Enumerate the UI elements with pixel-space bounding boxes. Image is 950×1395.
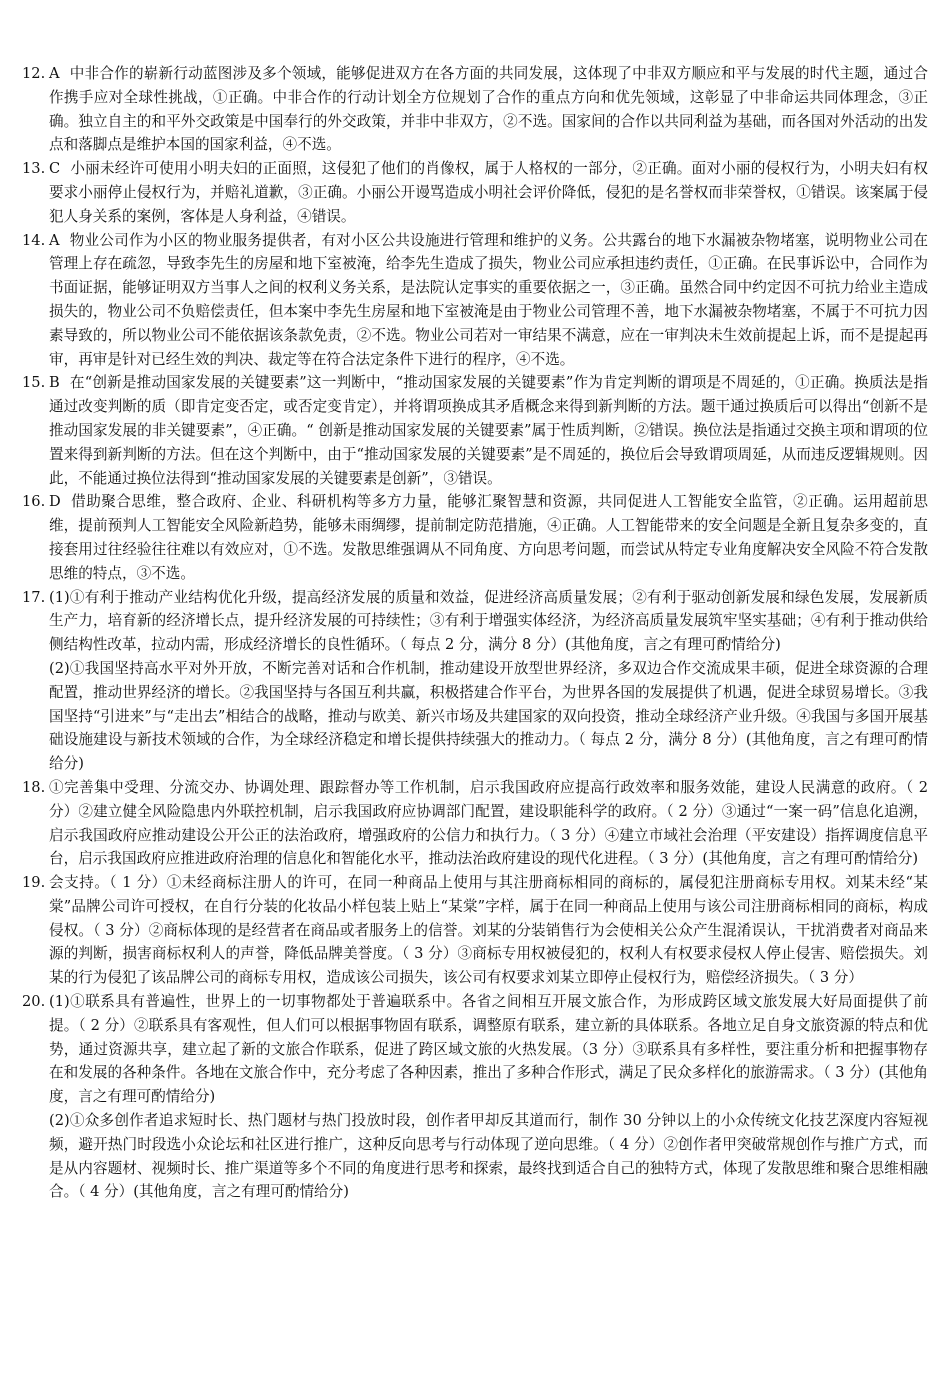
explanation-text: ①完善集中受理、分流交办、协调处理、跟踪督办等工作机制，启示我国政府应提高行政效率和服务效能，建设人民满意的政府。（ 2 分）②建立健全风险隐患内外联控机制，启示我国政府应协调部门配置，建设职能科学的政府。（ 2 分）③通过“一案一码”信息化追溯，启示我国政府应推动建设公开公正的法治政府，增强政府的公信力和执行力。（ 3 分）④建立市域社会治理（平安建设）指挥调度信息平台，启示我国政府应推进政府治理的信息化和智能化水平，推动法治政府建设的现代化进程。（ 3 分）(其他角度，言之有理可酌情给分): [49, 778, 928, 868]
question-number: 17.: [22, 588, 46, 606]
question-number: 16.: [22, 493, 46, 511]
answer-item-16: [22, 490, 928, 585]
question-number: 13.: [22, 160, 46, 178]
answer-paragraph: [49, 586, 928, 657]
question-number: 14.: [22, 231, 46, 249]
answer-item-12: [22, 62, 928, 157]
explanation-text: (1)①联系具有普遍性，世界上的一切事物都处于普遍联系中。各省之间相互开展文旅合作，为形成跨区域文旅发展大好局面提供了前提。（ 2 分）②联系具有客观性，但人们可以根据事物固有联系，调整原有联系，建立新的具体联系。各地立足自身文旅资源的特点和优势，通过资源共享，建立起了新的文旅合作联系，促进了跨区域文旅的火热发展。（3 分）③联系具有多样性，要注重分析和把握事物存在和发展的各种条件。各地在文旅合作中，充分考虑了各种因素，推出了多种合作形式，满足了民众多样化的旅游需求。（ 3 分）(其他角度，言之有理可酌情给分): [49, 993, 928, 1106]
answer-letter: D: [49, 493, 61, 511]
answer-paragraph: [49, 1109, 928, 1204]
explanation-text: 物业公司作为小区的物业服务提供者，有对小区公共设施进行管理和维护的义务。公共露台的地下水漏被杂物堵塞，说明物业公司在管理上存在疏忽，导致李先生的房屋和地下室被淹，给李先生造成了损失，物业公司应承担违约责任，①正确。在民事诉讼中，合同作为书面证据，能够证明双方当事人之间的权利义务关系，是法院认定事实的重要依据之一，③正确。虽然合同中约定因不可抗力给业主造成损失的，物业公司不负赔偿责任，但本案中李先生房屋和地下室被淹是由于物业公司管理不善，地下水漏被杂物堵塞，不属于不可抗力因素导致的，所以物业公司不能依据该条款免责，②不选。物业公司若对一审结果不满意，应在一审判决未生效前提起上诉，而不是提起再审，再审是针对已经生效的判决、裁定等在符合法定条件下进行的程序，④不选。: [49, 231, 928, 368]
answer-list: [22, 62, 928, 1204]
answer-paragraph: [49, 62, 928, 157]
answer-paragraph: [49, 871, 928, 990]
explanation-text: 在“创新是推动国家发展的关键要素”这一判断中，“推动国家发展的关键要素”作为肯定判断的谓项是不周延的，①正确。换质法是指通过改变判断的质（即肯定变否定，或否定变肯定），并将谓项换成其矛盾概念来得到新判断的方法。题干通过换质后可以得出“创新不是推动国家发展的非关键要素”，④正确。“ 创新是推动国家发展的关键要素”属于性质判断，②错误。换位法是指通过交换主项和谓项的位置来得到新判断的方法。但在这个判断中，由于“推动国家发展的关键要素”是不周延的，换位后会导致谓项周延，从而违反逻辑规则。因此，不能通过换位法得到“推动国家发展的关键要素是创新”，③错误。: [49, 374, 928, 487]
explanation-text: 小丽未经许可使用小明夫妇的正面照，这侵犯了他们的肖像权，属于人格权的一部分，②正确。面对小丽的侵权行为，小明夫妇有权要求小丽停止侵权行为，并赔礼道歉，③正确。小丽公开谩骂造成小明社会评价降低，侵犯的是名誉权而非荣誉权，①错误。该案属于侵犯人身关系的案例，客体是人身利益，④错误。: [49, 160, 928, 225]
answer-paragraph: [49, 371, 928, 490]
answer-item-18: [22, 776, 928, 871]
explanation-text: 借助聚合思维，整合政府、企业、科研机构等多方力量，能够汇聚智慧和资源，共同促进人工智能安全监管，②正确。运用超前思维，提前预判人工智能安全风险新趋势，能够未雨绸缪，提前制定防范措施，④正确。人工智能带来的安全问题是全新且复杂多变的，直接套用过往经验往往难以有效应对，①不选。发散思维强调从不同角度、方向思考问题，而尝试从特定专业角度解决安全风险不符合发散思维的特点，③不选。: [49, 493, 928, 582]
explanation-text: (2)①众多创作者追求短时长、热门题材与热门投放时段，创作者甲却反其道而行，制作 30 分钟以上的小众传统文化技艺深度内容短视频，避开热门时段选小众论坛和社区进行推广，这种反向思考与行动体现了逆向思维。（ 4 分）②创作者甲突破常规创作与推广方式，而是从内容题材、视频时长、推广渠道等多个不同的角度进行思考和探索，最终找到适合自己的独特方式，体现了发散思维和聚合思维相融合。（ 4 分）(其他角度，言之有理可酌情给分): [49, 1112, 928, 1201]
answer-paragraph: [49, 157, 928, 228]
explanation-text: 会支持。（ 1 分）①未经商标注册人的许可，在同一种商品上使用与其注册商标相同的商标的，属侵犯注册商标专用权。刘某未经“某棠”品牌公司许可授权，在自行分装的化妆品小样包装上贴上“某棠”字样，属于在同一种商品上使用与该公司注册商标相同的商标，构成侵权。（ 3 分）②商标体现的是经营者在商品或者服务上的信誉。刘某的分装销售行为会使相关公众产生混淆误认，干扰消费者对商品来源的判断，损害商标权利人的声誉，降低品牌美誉度。（ 3 分）③商标专用权被侵犯的，权利人有权要求侵权人停止侵害、赔偿损失。刘某的行为侵犯了该品牌公司的商标专用权，造成该公司损失，该公司有权要求刘某立即停止侵权行为，赔偿经济损失。（ 3 分）: [49, 874, 928, 987]
answer-paragraph: [49, 229, 928, 372]
explanation-text: 中非合作的崭新行动蓝图涉及多个领域，能够促进双方在各方面的共同发展，这体现了中非双方顺应和平与发展的时代主题，通过合作携手应对全球性挑战，①正确。中非合作的行动计划全方位规划了合作的重点方向和优先领域，这彰显了中非命运共同体理念，③正确。独立自主的和平外交政策是中国奉行的外交政策，并非中非双方，②不选。国家间的合作以共同利益为基础，而各国对外活动的出发点和落脚点是维护本国的国家利益，④不选。: [49, 65, 928, 154]
answer-letter: B: [49, 374, 60, 392]
explanation-text: (1)①有利于推动产业结构优化升级，提高经济发展的质量和效益，促进经济高质量发展；②有利于驱动创新发展和绿色发展，发展新质生产力，培育新的经济增长点，提升经济发展的可持续性；③有利于增强实体经济，为经济高质量发展筑牢坚实基础；④有利于推动供给侧结构性改革，拉动内需，形成经济增长的良性循环。（ 每点 2 分，满分 8 分）(其他角度，言之有理可酌情给分): [49, 588, 928, 654]
answer-paragraph: [49, 490, 928, 585]
answer-paragraph: [49, 657, 928, 776]
answer-paragraph: [49, 990, 928, 1109]
answer-item-15: [22, 371, 928, 490]
question-number: 18.: [22, 778, 46, 796]
answer-item-14: [22, 229, 928, 372]
answer-item-19: [22, 871, 928, 990]
answer-letter: A: [49, 231, 60, 249]
question-number: 15.: [22, 374, 46, 392]
answer-paragraph: [49, 776, 928, 871]
answer-letter: A: [49, 65, 60, 82]
question-number: 12.: [22, 65, 46, 82]
explanation-text: (2)①我国坚持高水平对外开放，不断完善对话和合作机制，推动建设开放型世界经济，多双边合作交流成果丰硕，促进全球资源的合理配置，推动世界经济的增长。②我国坚持与各国互利共赢，积极搭建合作平台，为世界各国的发展提供了机遇，促进全球贸易增长。③我国坚持“引进来”与“走出去”相结合的战略，推动与欧美、新兴市场及共建国家的双向投资，推动全球经济产业升级。④我国与多国开展基础设施建设与新技术领域的合作，为全球经济稳定和增长提供持续强大的推动力。（ 每点 2 分，满分 8 分）(其他角度，言之有理可酌情给分): [49, 659, 928, 773]
answer-letter: C: [49, 160, 61, 178]
answer-item-17: [22, 586, 928, 776]
answer-item-20: [22, 990, 928, 1204]
answer-item-13: [22, 157, 928, 228]
question-number: 20.: [22, 993, 46, 1011]
question-number: 19.: [22, 874, 46, 892]
